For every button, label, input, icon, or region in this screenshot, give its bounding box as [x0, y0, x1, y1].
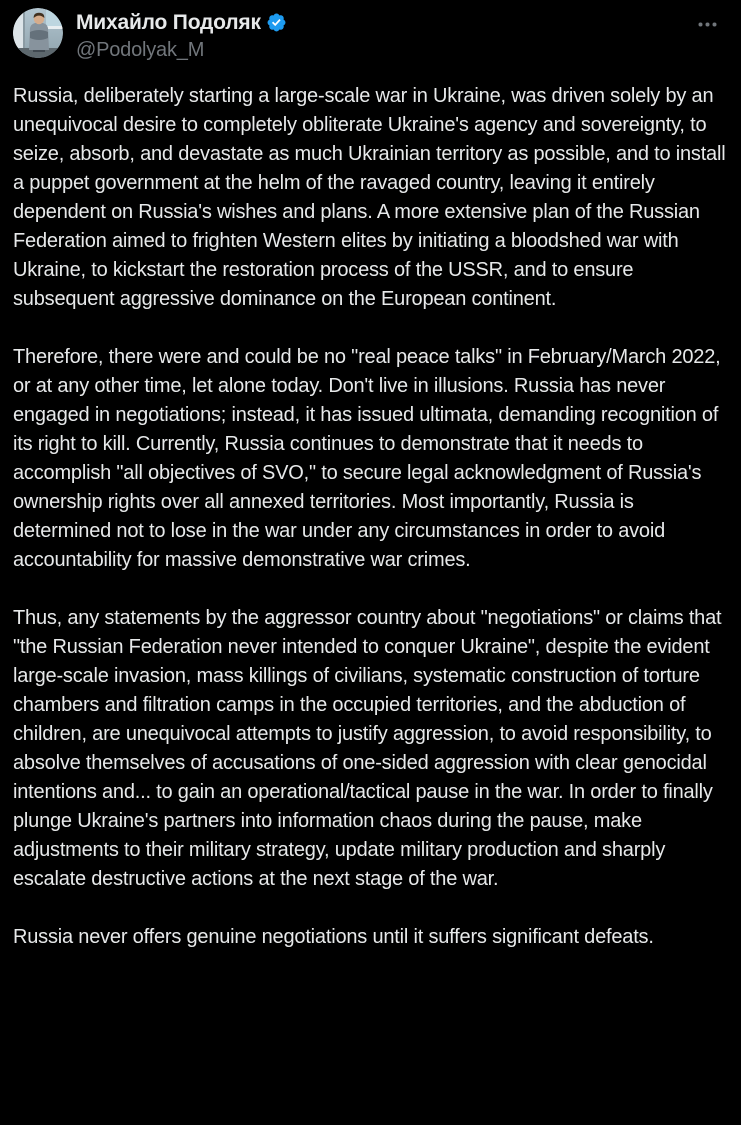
more-icon	[698, 22, 717, 27]
profile-photo-icon	[13, 8, 63, 58]
tweet-paragraph-4: Russia never offers genuine negotiations until it suffers significant defeats.	[13, 926, 654, 949]
more-options-button[interactable]	[694, 18, 721, 31]
tweet-paragraph-2: Therefore, there were and could be no "real peace talks" in February/March 2022, or at any other time, let alone today. Don't live in illusions. Russia has never engaged in negotiations; instead, it has issued ultimata, demanding recognition of its right to kill. Currently, Russia continues to demonstrate that it needs to accomplish "all objectives of SVO," to secure legal acknowledgment of Russia's ownership rights over all annexed territories. Most importantly, Russia is determined not to lose in the war under any circumstances in order to avoid accountability for massive demonstrative war crimes.	[13, 346, 726, 572]
author-block	[76, 8, 287, 62]
tweet-text	[13, 82, 729, 952]
tweet-header	[13, 8, 729, 62]
author-display-name[interactable]: Михайло Подоляк	[76, 11, 261, 34]
tweet-paragraph-1: Russia, deliberately starting a large-scale war in Ukraine, was driven solely by an unequivocal desire to completely obliterate Ukraine's agency and sovereignty, to seize, absorb, and devastate as much Ukrainian territory as possible, and to install a puppet government at the helm of the ravaged country, leaving it entirely dependent on Russia's wishes and plans. A more extensive plan of the Russian Federation aimed to frighten Western elites by initiating a bloodshed war with Ukraine, to kickstart the restoration process of the USSR, and to ensure subsequent aggressive dominance on the European continent.	[13, 85, 731, 311]
avatar[interactable]	[13, 8, 63, 58]
author-name-row	[76, 10, 287, 35]
verified-badge-icon	[266, 12, 287, 33]
tweet-paragraph-3: Thus, any statements by the aggressor country about "negotiations" or claims that "the Russian Federation never intended to conquer Ukraine", despite the evident large-scale invasion, mass killings of civilians, systematic construction of torture chambers and filtration camps in the occupied territories, and the abduction of children, are unequivocal attempts to justify aggression, to avoid responsibility, to absolve themselves of accusations of one-sided aggression with clear genocidal intentions and... to gain an operational/tactical pause in the war. In order to finally plunge Ukraine's partners into information chaos during the pause, make adjustments to their military strategy, update military production and sharply escalate destructive actions at the next stage of the war.	[13, 607, 727, 891]
author-handle[interactable]: @Podolyak_M	[76, 39, 205, 62]
